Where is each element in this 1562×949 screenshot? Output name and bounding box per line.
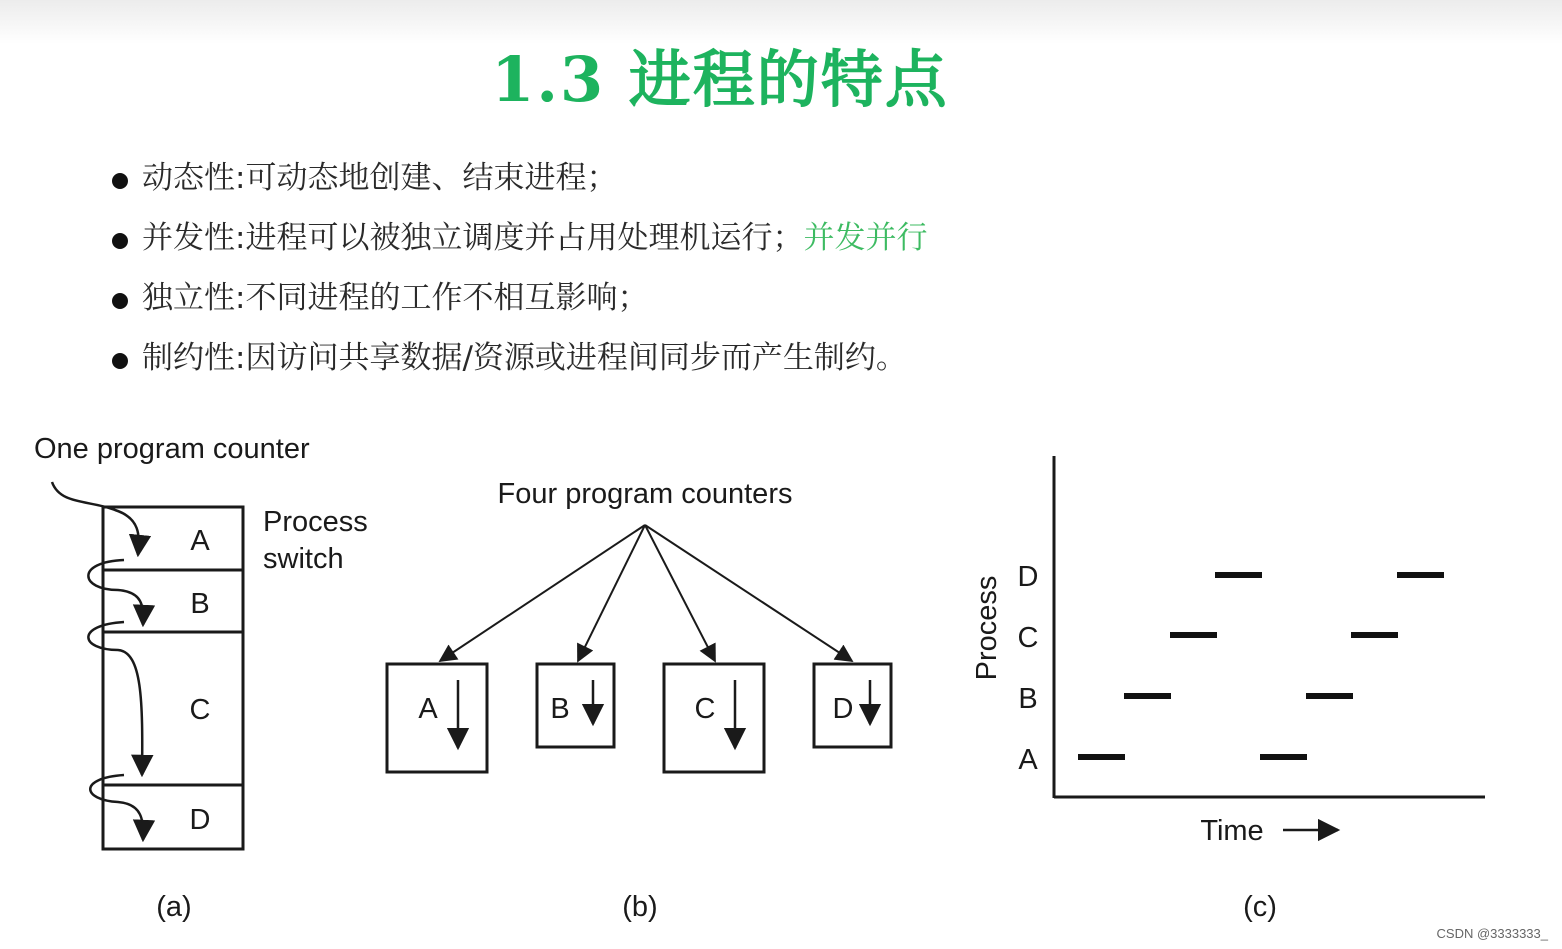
bullet-highlight: 并发并行 — [803, 220, 928, 256]
process-box-b — [537, 664, 614, 747]
caption-a: (a) — [156, 891, 192, 923]
box-label-a: A — [418, 693, 438, 725]
bullet-separator: : — [235, 160, 246, 196]
process-label-a: A — [1018, 744, 1038, 776]
execution-timeline — [1078, 575, 1444, 757]
bullet-term: 独立性 — [142, 280, 235, 316]
bullet-text: 进程可以被独立调度并占用处理机运行； — [245, 220, 804, 256]
block-label-a: A — [190, 525, 210, 557]
watermark: CSDN @3333333_ — [1436, 926, 1548, 941]
page-title: 1.3 进程的特点 — [491, 43, 949, 116]
bullet-text: 因访问共享数据/资源或进程间同步而产生制约。 — [245, 340, 907, 376]
caption-b: (b) — [622, 891, 658, 923]
bullet-term: 并发性 — [142, 220, 235, 256]
four-program-counters-label: Four program counters — [497, 478, 793, 510]
y-axis-label: Process — [971, 575, 1003, 681]
program-memory-box — [103, 507, 243, 849]
caption-c: (c) — [1243, 891, 1277, 923]
pointer-arrow-a — [440, 525, 645, 661]
switch-arrow-c — [88, 622, 142, 775]
one-program-counter-label: One program counter — [34, 433, 310, 465]
counter-arrow — [52, 482, 139, 555]
pointer-arrow-d — [645, 525, 852, 661]
bullet-separator: : — [235, 340, 246, 376]
pointer-arrow-c — [645, 525, 715, 661]
block-label-d: D — [189, 804, 211, 836]
figure-a — [34, 433, 368, 923]
bullet-separator: : — [235, 220, 246, 256]
figure-b — [387, 478, 891, 923]
process-switch-label: Process — [263, 506, 368, 538]
figure-c — [971, 456, 1485, 923]
pointer-arrow-b — [578, 525, 645, 661]
bullet-text: 可动态地创建、结束进程； — [245, 160, 618, 196]
process-switch-label: switch — [263, 543, 344, 575]
process-label-d: D — [1017, 561, 1039, 593]
box-label-d: D — [832, 693, 854, 725]
block-label-c: C — [189, 694, 211, 726]
bullet-text: 不同进程的工作不相互影响； — [245, 280, 649, 316]
block-label-b: B — [190, 588, 210, 620]
x-axis-label: Time — [1200, 815, 1264, 847]
process-label-c: C — [1017, 622, 1039, 654]
bullet-term: 动态性 — [142, 160, 235, 196]
bullet-separator: : — [235, 280, 246, 316]
process-label-b: B — [1018, 683, 1038, 715]
box-label-b: B — [550, 693, 570, 725]
bullet-term: 制约性 — [142, 340, 235, 376]
box-label-c: C — [694, 693, 716, 725]
